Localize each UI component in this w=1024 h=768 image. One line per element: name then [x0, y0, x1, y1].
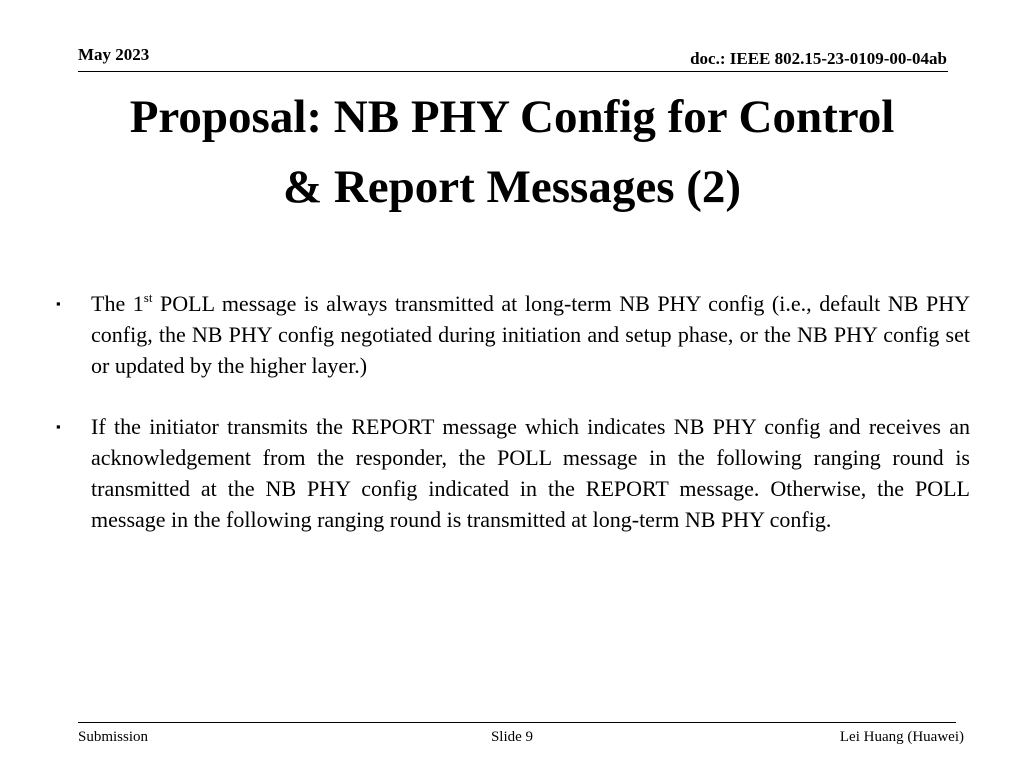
footer-author: Lei Huang (Huawei) — [839, 729, 964, 745]
square-bullet-icon — [56, 411, 61, 442]
slide-title — [60, 82, 964, 222]
bullet-2-text: If the initiator transmits the REPORT message which indicates NB PHY config and receives an acknowledgement from the responder, the POLL message in the following ranging round is transmitted at the NB PHY config indicated in the REPORT message. Otherwise, the POLL message in the following ranging round is transmitted at long-term NB PHY config. — [91, 414, 970, 532]
bullet-1-superscript: st — [143, 290, 153, 305]
footer-slide-number: Slide 9 — [490, 729, 534, 745]
footer-divider — [78, 722, 956, 723]
bullet-1-text-post: POLL message is always transmitted at long-term NB PHY config (i.e., default NB PHY config, the NB PHY config negotiated during initiation and setup phase, or the NB PHY config set or updated by the higher layer.) — [91, 291, 971, 378]
slide-title-line-1: Proposal: NB PHY Config for Control — [129, 91, 895, 143]
header-date: May 2023 — [78, 45, 150, 64]
square-bullet-icon — [56, 288, 61, 319]
slide-title-line-2: & Report Messages (2) — [282, 161, 742, 213]
header-doc-id: doc.: IEEE 802.15-23-0109-00-04ab — [690, 49, 947, 68]
bullet-item-2 — [52, 411, 970, 535]
bullet-item-1 — [52, 288, 970, 381]
slide-body — [52, 288, 970, 535]
footer-submission: Submission — [78, 729, 149, 745]
bullet-1-text-pre: The 1 — [91, 291, 144, 316]
header-divider — [78, 71, 948, 72]
